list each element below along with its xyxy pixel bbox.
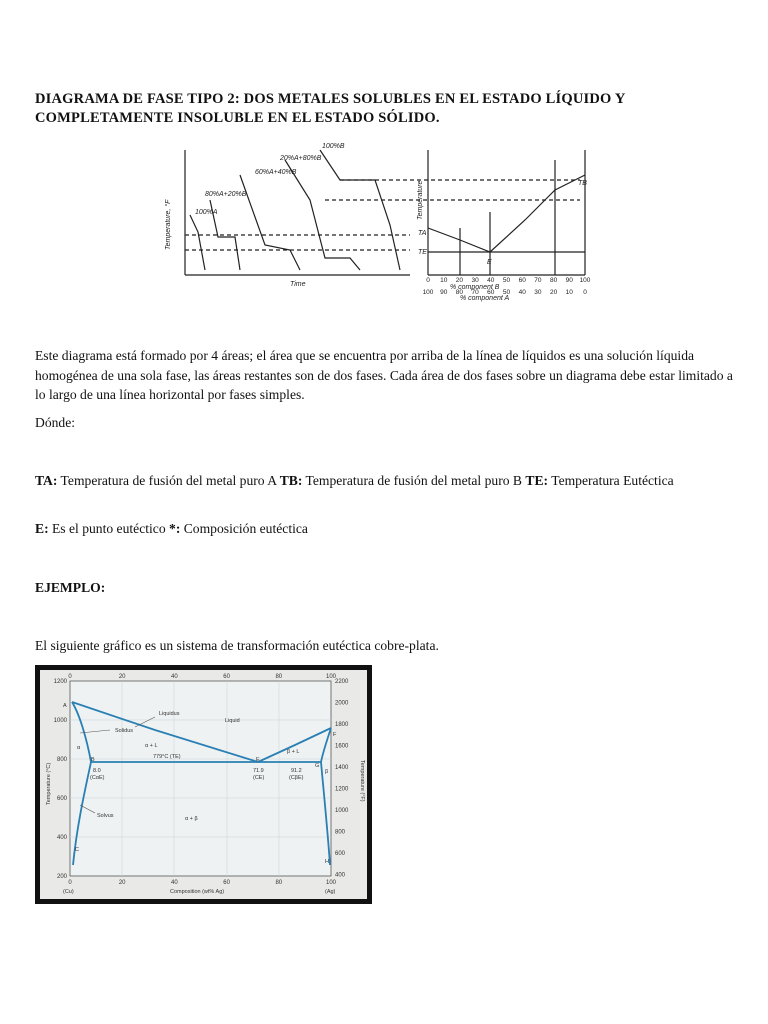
g-composition: 91.2	[291, 768, 302, 774]
label-te: TE	[418, 249, 427, 256]
x-axis-label-left: Time	[290, 281, 306, 288]
paragraph-description: Este diagrama está formado por 4 áreas; el área que se encuentra por arriba de la línea de líquidos es una solución líquida homogénea de una sola fase, las áreas restantes son de dos fases. Cada área de dos fases sobre un diagrama debe estar limitado a lo largo de una línea horizontal por fases simples.	[35, 348, 733, 402]
label-20a-80b: 20%A+80%B	[280, 155, 322, 162]
star-text: Composición eutéctica	[180, 521, 308, 536]
bottom-tick: 20	[549, 289, 558, 296]
x-axis-label: Composition (wt% Ag)	[170, 889, 225, 895]
top-axis-label: % component B	[450, 284, 500, 291]
left-tick: 1200	[53, 679, 67, 685]
label-beta-l: β + L	[287, 749, 300, 755]
bottom-tick: 30	[534, 289, 542, 296]
y-axis-label-left: Temperature, °F	[165, 199, 172, 250]
left-tick: 600	[56, 796, 67, 802]
bottom-tick: 60	[487, 289, 495, 296]
right-tick: 2200	[335, 679, 349, 685]
label-eutectic-temp: 779°C (TE)	[153, 754, 181, 760]
te-key: TE:	[525, 473, 549, 488]
label-solidus-top: Solidus	[115, 728, 134, 734]
bottom-tick: 0	[583, 289, 587, 296]
paragraph-donde: Dónde:	[35, 415, 76, 430]
top-tick: 100	[325, 674, 337, 680]
top-tick: 30	[471, 277, 479, 284]
g-sub: (CβE)	[289, 775, 304, 781]
b-composition: 8.0	[93, 768, 101, 774]
tb-key: TB:	[279, 473, 303, 488]
label-100a: 100%A	[195, 209, 218, 216]
right-tick: 400	[335, 872, 346, 879]
label-alpha: α	[77, 745, 81, 751]
point-a: A	[63, 703, 67, 709]
bottom-tick: 10	[565, 289, 573, 296]
bottom-tick: 80	[455, 289, 464, 296]
label-ta: TA	[418, 230, 427, 237]
page-title: DIAGRAMA DE FASE TIPO 2: DOS METALES SOLUBLES EN EL ESTADO LÍQUIDO Y COMPLETAMENTE INSOLUBLE EN EL ESTADO SÓLIDO.	[35, 91, 625, 126]
point-c: C	[75, 847, 79, 853]
top-tick: 0	[68, 674, 72, 680]
point-f: F	[333, 732, 337, 738]
point-g: G	[315, 763, 320, 769]
left-tick: 800	[56, 757, 67, 763]
top-tick: 0	[426, 277, 430, 284]
label-alpha-l: α + L	[145, 743, 158, 749]
label-solvus: Solvus	[97, 813, 114, 819]
bottom-tick: 70	[471, 289, 479, 296]
bottom-tick: 40	[518, 289, 526, 296]
example-heading: EJEMPLO:	[35, 580, 106, 595]
e-key: E:	[35, 521, 49, 536]
right-tick: 1800	[335, 722, 349, 728]
e-text: Es el punto eutéctico	[48, 521, 170, 536]
tb-text: Temperatura de fusión del metal puro B	[302, 473, 526, 488]
ta-key: TA:	[35, 473, 58, 488]
paragraph-example: El siguiente gráfico es un sistema de transformación eutéctica cobre-plata.	[35, 638, 439, 653]
right-tick: 2000	[335, 700, 349, 707]
star-key: *:	[169, 521, 181, 536]
y-axis-label-right: Temperature	[417, 180, 424, 220]
right-tick: 1000	[335, 808, 349, 814]
top-tick: 50	[502, 277, 511, 284]
right-tick: 600	[335, 851, 346, 857]
point-h: H	[325, 859, 329, 865]
right-tick: 1400	[335, 765, 349, 771]
label-alpha-beta: α + β	[185, 816, 198, 822]
label-liquid: Liquid	[225, 718, 240, 724]
top-tick: 60	[518, 277, 526, 284]
label-60a-40b: 60%A+40%B	[255, 169, 297, 176]
top-tick: 100	[579, 277, 591, 284]
top-tick: 60	[223, 674, 230, 680]
ag-label: (Ag)	[325, 889, 336, 895]
cu-ag-phase-diagram	[35, 665, 372, 904]
top-tick: 80	[549, 277, 558, 284]
point-e: E	[256, 757, 260, 763]
top-tick: 20	[455, 277, 464, 284]
bottom-axis-label: % component A	[460, 295, 510, 302]
bottom-tick: 80	[275, 880, 283, 886]
label-e: E	[487, 259, 492, 266]
cu-label: (Cu)	[63, 889, 74, 895]
bottom-tick: 20	[118, 880, 126, 886]
top-tick: 40	[487, 277, 495, 284]
top-tick: 20	[118, 674, 126, 680]
b-sub: (CαE)	[90, 775, 105, 781]
right-tick: 800	[335, 829, 346, 836]
left-tick: 1000	[53, 718, 67, 724]
left-axis-label: Temperature (°C)	[46, 762, 52, 805]
bottom-tick: 90	[440, 289, 448, 296]
label-tb: TB	[578, 180, 587, 187]
bottom-tick: 0	[68, 880, 72, 886]
label-liquidus: Liquidus	[159, 711, 180, 717]
bottom-tick: 100	[325, 880, 337, 886]
bottom-tick: 50	[502, 289, 511, 296]
top-tick: 40	[171, 674, 178, 680]
e-sub: (CE)	[253, 775, 265, 781]
bottom-tick: 40	[171, 880, 178, 886]
label-100b: 100%B	[322, 143, 345, 150]
right-tick: 1200	[335, 786, 349, 793]
definitions-eutectic	[35, 519, 745, 539]
left-tick: 400	[56, 835, 67, 841]
right-tick: 1600	[335, 743, 349, 750]
te-text: Temperatura Eutéctica	[548, 473, 674, 488]
cooling-curves-figure	[160, 140, 600, 310]
top-tick: 90	[565, 277, 573, 284]
point-b: B	[91, 757, 95, 763]
top-tick: 80	[275, 674, 283, 680]
definitions-temperatures	[35, 471, 745, 491]
bottom-tick: 100	[422, 289, 434, 296]
left-tick: 200	[56, 874, 67, 880]
top-tick: 10	[440, 277, 448, 284]
ta-text: Temperatura de fusión del metal puro A	[57, 473, 280, 488]
label-80a-20b: 80%A+20%B	[205, 191, 247, 198]
bottom-tick: 60	[223, 880, 230, 886]
right-axis-label: Temperature (°F)	[359, 760, 365, 802]
label-beta: β	[325, 769, 329, 775]
e-composition: 71.9	[253, 768, 264, 774]
top-tick: 70	[534, 277, 542, 284]
